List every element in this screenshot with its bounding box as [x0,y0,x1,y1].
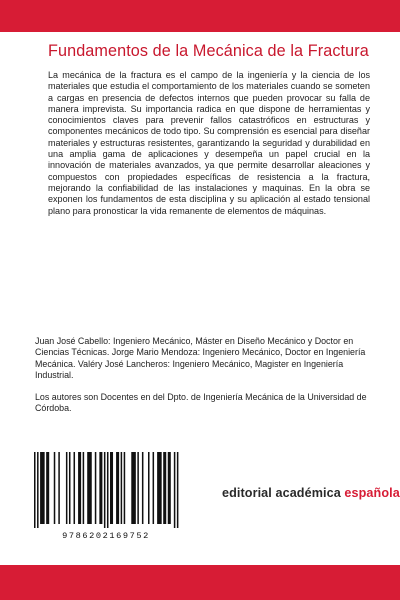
barcode-bar-14 [104,452,106,528]
barcode-bar-3 [46,452,49,524]
barcode-bar-23 [148,452,150,524]
barcode-bar-24 [153,452,155,524]
barcode-bar-13 [99,452,102,524]
barcode-bar-2 [40,452,45,524]
barcode-bar-28 [174,452,176,528]
bottom-color-band [0,565,400,600]
publisher-name-accent: española [344,486,400,500]
barcode-bar-9 [78,452,81,524]
barcode-bar-15 [107,452,109,528]
barcode-bar-19 [124,452,126,524]
isbn-number: 9786202169752 [62,531,150,541]
barcode-bar-20 [131,452,136,524]
author-affiliation: Los autores son Docentes en del Dpto. de Ingeniería Mecánica de la Universidad de Córdoba. [35,392,367,414]
barcode-bar-22 [142,452,144,524]
book-synopsis: La mecánica de la fractura es el campo de la ingeniería y la ciencia de los materiales que estudia el comportamiento de los materiales cuando se someten a cargas en presencia de defectos internos que pueden provocar su falla de manera imprevista. Su importancia radica en que dispone de herramientas y conocimientos claves para prevenir fallos catastróficos en estructuras y componentes mecánicos de todo tipo. Su comprensión es esencial para diseñar materiales y estructuras resistentes, garantizando la seguridad y durabilidad en una amplia gama de aplicaciones y desempeña un papel crucial en la innovación de materiales avanzados, ya que permite desarrollar aleaciones y compuestos con propiedades específicas de resistencia a la fractura, mejorando la confiabilidad de las instalaciones y maquinas. En la obra se exponen los fundamentos de esta disciplina y su aplicación al estado tensional plano para pronosticar la vida remanente de elementos de máquinas. [48,70,370,216]
barcode-bar-8 [74,452,76,524]
isbn-barcode [32,452,180,542]
barcode-bar-1 [37,452,39,528]
barcode-bar-5 [58,452,60,524]
barcode-bar-7 [69,452,71,524]
barcode-bar-10 [83,452,85,524]
barcode-bar-17 [116,452,119,524]
barcode-bar-11 [87,452,92,524]
top-color-band [0,0,400,32]
publisher-logo [222,486,400,500]
barcode-bar-25 [157,452,162,524]
barcode-bar-16 [110,452,113,524]
barcode-bar-27 [168,452,171,524]
author-bios: Juan José Cabello: Ingeniero Mecánico, Máster en Diseño Mecánico y Doctor en Ciencias Técnicas. Jorge Mario Mendoza: Ingeniero Mecánico, Doctor en Ingeniería Mecánica. Valéry José Lancheros: Ingeniero Mecánico, Magister en Ingeniería Industrial. [35,336,366,381]
barcode-bar-4 [54,452,56,524]
barcode-bar-21 [137,452,139,524]
barcode-bar-26 [163,452,166,524]
barcode-bar-18 [121,452,123,524]
barcode-bar-12 [95,452,97,524]
barcode-bar-29 [177,452,179,528]
barcode-bar-0 [34,452,36,528]
barcode-bars [32,452,180,528]
publisher-name-main: editorial académica [222,486,341,500]
book-title: Fundamentos de la Mecánica de la Fractura [48,42,369,60]
barcode-bar-6 [66,452,68,524]
